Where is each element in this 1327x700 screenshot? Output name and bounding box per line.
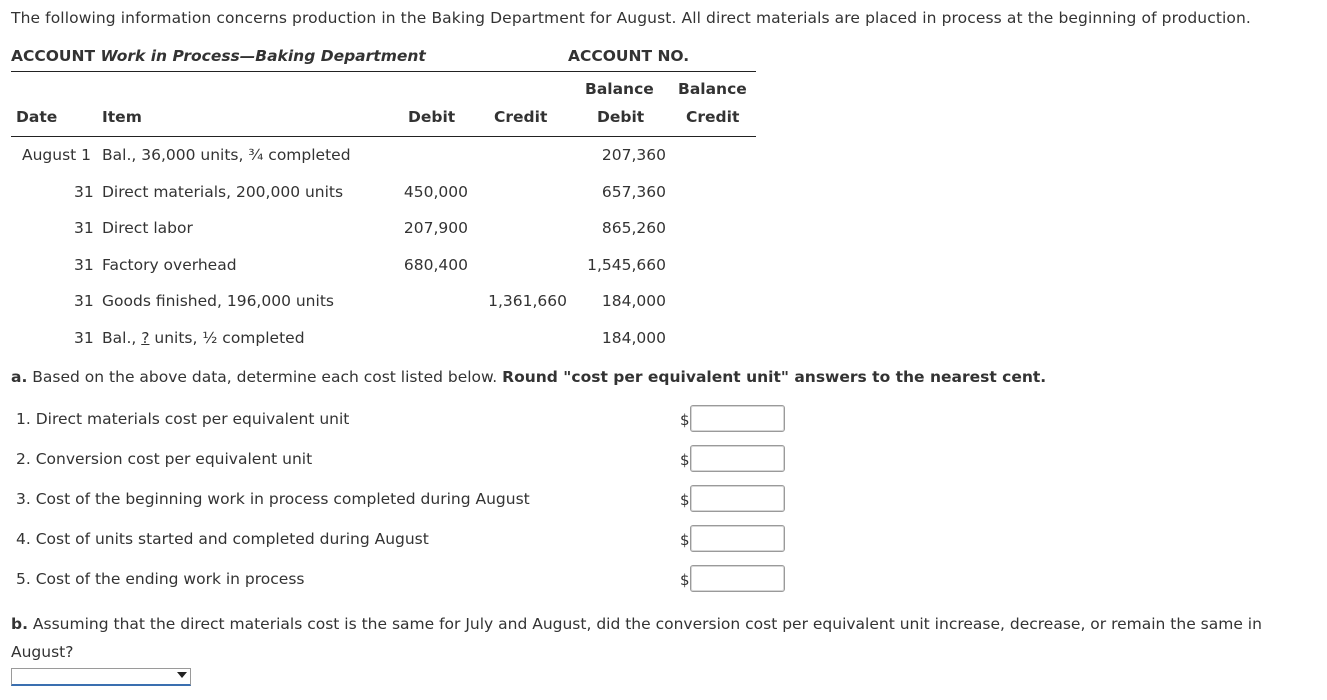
row-debit: 207,900 [403, 219, 468, 237]
row-date: 31 [74, 219, 94, 237]
col-balance-credit: Credit [686, 108, 740, 126]
row-date: 31 [74, 183, 94, 201]
col-balance-debit: Debit [597, 108, 645, 126]
col-balance-credit-top: Balance [678, 80, 747, 98]
question-5-label: 5. Cost of the ending work in process [16, 570, 305, 588]
row-item: Direct materials, 200,000 units [102, 183, 344, 201]
account-number-label: ACCOUNT NO. [568, 47, 690, 65]
row-balance-debit: 207,360 [601, 146, 666, 164]
row-balance-debit: 657,360 [601, 183, 666, 201]
currency-symbol: $ [680, 571, 690, 589]
header-rule [11, 136, 756, 137]
currency-symbol: $ [680, 411, 690, 429]
intro-text: The following information concerns production in the Baking Department for August. All direct materials are placed in process at the beginning of production. [11, 9, 1251, 27]
col-date: Date [16, 108, 58, 126]
currency-symbol: $ [680, 451, 690, 469]
row-date: 31 [74, 329, 94, 347]
row-debit: 680,400 [403, 256, 468, 274]
row-item: Bal., 36,000 units, ¾ completed [102, 146, 351, 164]
dropdown-arrow-icon [177, 672, 187, 678]
row-balance-debit: 184,000 [601, 292, 666, 310]
account-title: ACCOUNT Work in Process—Baking Department [11, 47, 426, 65]
part-a-prompt: a. Based on the above data, determine each cost listed below. Round "cost per equivalent unit" answers to the nearest cent. [11, 368, 1047, 386]
currency-symbol: $ [680, 531, 690, 549]
row-item: Goods finished, 196,000 units [102, 292, 334, 310]
question-4-label: 4. Cost of units started and completed during August [16, 530, 429, 548]
col-credit: Credit [494, 108, 548, 126]
row-credit: 1,361,660 [488, 292, 567, 310]
account-header [11, 47, 756, 72]
answer-1-input[interactable] [690, 405, 785, 432]
row-date: 31 [74, 256, 94, 274]
part-b-prompt: b. Assuming that the direct materials cost is the same for July and August, did the conversion cost per equivalent unit increase, decrease, or remain the same in August? [11, 615, 1262, 661]
question-1-label: 1. Direct materials cost per equivalent unit [16, 410, 350, 428]
answer-3-input[interactable] [690, 485, 785, 512]
row-item: Direct labor [102, 219, 193, 237]
answer-2-input[interactable] [690, 445, 785, 472]
row-date: August 1 [22, 146, 92, 164]
question-3-label: 3. Cost of the beginning work in process completed during August [16, 490, 530, 508]
row-item: Bal., ? units, ½ completed [102, 329, 305, 347]
answer-5-input[interactable] [690, 565, 785, 592]
answer-b-select[interactable] [11, 668, 191, 686]
question-2-label: 2. Conversion cost per equivalent unit [16, 450, 313, 468]
col-balance-debit-top: Balance [585, 80, 654, 98]
row-balance-debit: 1,545,660 [587, 256, 666, 274]
currency-symbol: $ [680, 491, 690, 509]
row-balance-debit: 184,000 [601, 329, 666, 347]
answer-4-input[interactable] [690, 525, 785, 552]
row-balance-debit: 865,260 [601, 219, 666, 237]
col-item: Item [102, 108, 142, 126]
row-date: 31 [74, 292, 94, 310]
row-debit: 450,000 [403, 183, 468, 201]
row-item: Factory overhead [102, 256, 237, 274]
col-debit: Debit [408, 108, 456, 126]
